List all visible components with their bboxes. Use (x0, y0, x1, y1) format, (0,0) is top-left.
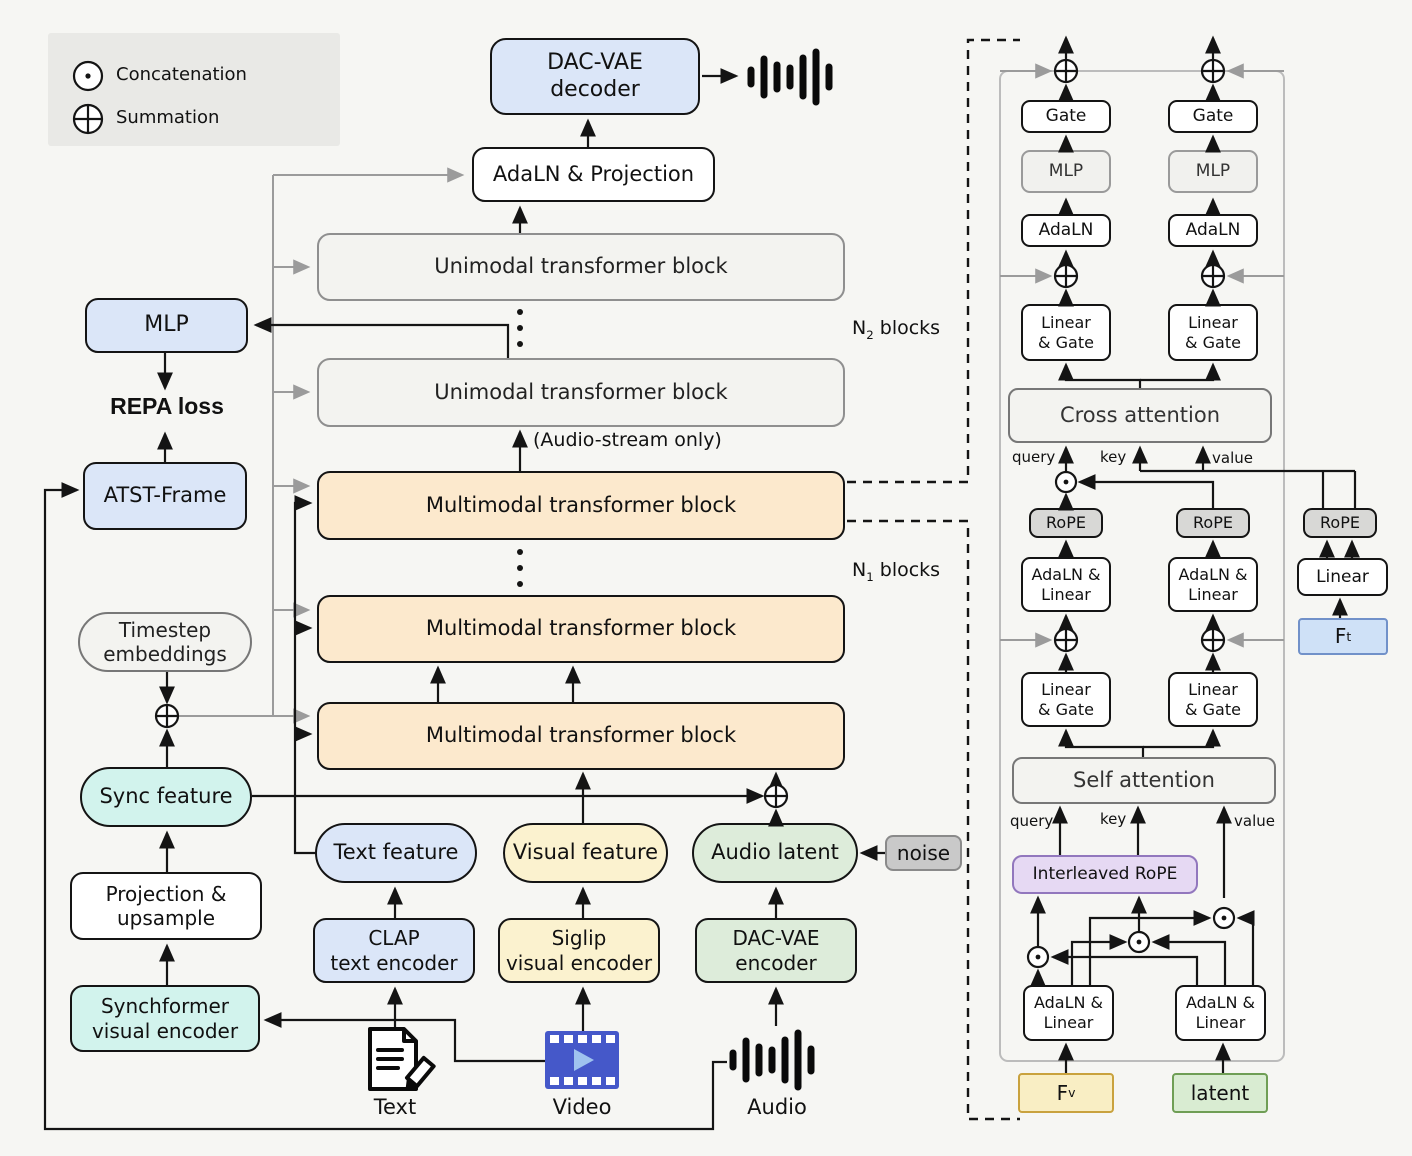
repa-mlp-label: MLP (144, 312, 189, 338)
multimodal-transformer-block-top (317, 471, 845, 540)
latent-input-box (1172, 1073, 1268, 1113)
gate-box-left (1021, 100, 1111, 133)
multimodal-transformer-block-bottom (317, 702, 845, 770)
legend-box (48, 33, 340, 146)
repa-loss-label: REPA loss (110, 393, 224, 419)
gate-box-right (1168, 100, 1258, 133)
video-film-icon (545, 1031, 619, 1089)
gate-label: Gate (1045, 106, 1087, 127)
adaln-linear-upper-left (1021, 557, 1111, 612)
linear-gate-line1: Linear (1188, 312, 1238, 332)
rope-box-left (1029, 508, 1103, 538)
cross-attention-label: Cross attention (1059, 402, 1221, 427)
n2-sub: 2 (866, 327, 874, 342)
adaln-linear-line2: Linear (1041, 584, 1091, 604)
synchformer-line2: visual encoder (91, 1018, 239, 1043)
self-key-label: key (1100, 810, 1127, 828)
n1-rest: blocks (873, 559, 941, 581)
cross-key-label: key (1100, 448, 1127, 466)
cross-query-label: query (1012, 448, 1056, 466)
self-attention-box (1012, 757, 1276, 804)
synchformer-visual-encoder-box (70, 985, 260, 1052)
fv-base: F (1056, 1080, 1069, 1105)
n2-blocks-label (852, 318, 940, 342)
rope-label: RoPE (1193, 513, 1233, 533)
n1-blocks-label (852, 560, 940, 584)
self-value-label: value (1234, 812, 1275, 830)
unimodal-transformer-block-bottom (317, 358, 845, 427)
adaln-linear-line1: AdaLN & (1033, 993, 1104, 1013)
text-feature-label: Text feature (333, 840, 459, 865)
audio-waveform-output-icon (745, 46, 841, 108)
multimodal-block-label: Multimodal transformer block (425, 492, 737, 517)
clap-line1: CLAP (368, 926, 420, 951)
unimodal-block-label: Unimodal transformer block (434, 379, 728, 404)
linear-gate-line2: & Gate (1038, 699, 1094, 719)
linear-gate-upper-left (1021, 304, 1111, 361)
dac-vae-decoder-line2: decoder (550, 76, 640, 102)
timestep-line1: Timestep (118, 617, 212, 642)
audio-caption: Audio (747, 1095, 807, 1119)
sync-feature-label: Sync feature (99, 784, 233, 809)
audio-stream-only-label: (Audio-stream only) (533, 429, 722, 451)
linear-gate-lower-right (1168, 672, 1258, 727)
unimodal-transformer-block-top (317, 233, 845, 301)
adaln-linear-upper-right (1168, 557, 1258, 612)
mlp-box-right (1168, 150, 1258, 193)
multimodal-block-label: Multimodal transformer block (425, 723, 737, 748)
gate-label: Gate (1192, 106, 1234, 127)
visual-feature-label: Visual feature (512, 840, 659, 865)
sync-feature-pill (80, 767, 252, 827)
clap-text-encoder-box (313, 918, 475, 983)
n1-base: N (852, 559, 867, 581)
legend-concatenation-label: Concatenation (116, 64, 247, 85)
linear-gate-upper-right (1168, 304, 1258, 361)
text-feature-pill (315, 823, 477, 883)
adaln-box-right (1168, 214, 1258, 247)
linear-label: Linear (1316, 566, 1369, 587)
unimodal-block-label: Unimodal transformer block (434, 254, 728, 279)
rope-label: RoPE (1046, 513, 1086, 533)
siglip-line1: Siglip (551, 926, 607, 951)
ft-input-box (1298, 618, 1388, 655)
adaln-projection-label: AdaLN & Projection (492, 161, 695, 186)
n2-base: N (852, 317, 867, 339)
adaln-linear-line2: Linear (1043, 1013, 1094, 1032)
rope-box-middle (1176, 508, 1250, 538)
linear-gate-line2: & Gate (1185, 699, 1241, 719)
projection-line1: Projection & (105, 881, 227, 906)
linear-gate-line1: Linear (1041, 679, 1091, 699)
adaln-linear-line1: AdaLN & (1178, 564, 1248, 584)
text-document-icon (362, 1026, 438, 1096)
timestep-line2: embeddings (103, 642, 227, 666)
adaln-label: AdaLN (1185, 220, 1241, 241)
ft-sub: t (1346, 628, 1352, 644)
audio-latent-pill (692, 823, 858, 883)
clap-line2: text encoder (330, 950, 458, 975)
interleaved-rope-box (1012, 855, 1198, 894)
adaln-label: AdaLN (1038, 220, 1094, 241)
text-caption: Text (373, 1095, 417, 1119)
repa-mlp-box (85, 298, 248, 353)
noise-label: noise (896, 840, 951, 865)
projection-upsample-box (70, 872, 262, 940)
dac-vae-decoder-box (490, 38, 700, 115)
adaln-linear-bottom-left (1023, 985, 1114, 1041)
interleaved-rope-label: Interleaved RoPE (1032, 864, 1178, 885)
siglip-visual-encoder-box (498, 918, 660, 983)
linear-gate-line2: & Gate (1038, 332, 1094, 352)
multimodal-block-label: Multimodal transformer block (425, 616, 737, 641)
fv-sub: v (1068, 1085, 1076, 1101)
fv-input-box (1018, 1073, 1114, 1113)
ft-linear-box (1297, 558, 1388, 596)
visual-feature-pill (503, 823, 668, 883)
latent-label: latent (1190, 1080, 1250, 1105)
adaln-linear-line2: Linear (1188, 584, 1238, 604)
n1-sub: 1 (866, 569, 874, 584)
cross-value-label: value (1212, 449, 1253, 467)
self-query-label: query (1010, 812, 1054, 830)
timestep-embeddings-pill (78, 612, 252, 672)
mlp-box-left (1021, 150, 1111, 193)
siglip-line2: visual encoder (505, 950, 653, 975)
linear-gate-line2: & Gate (1185, 332, 1241, 352)
atst-frame-label: ATST-Frame (103, 483, 227, 508)
dac-vae-decoder-line1: DAC-VAE (547, 49, 643, 75)
adaln-linear-line1: AdaLN & (1031, 564, 1101, 584)
mlp-label: MLP (1048, 161, 1084, 182)
cross-attention-box (1008, 388, 1272, 443)
adaln-linear-line2: Linear (1195, 1013, 1246, 1032)
video-caption: Video (552, 1095, 612, 1119)
adaln-linear-line1: AdaLN & (1185, 993, 1256, 1013)
dac-vae-encoder-line2: encoder (735, 950, 817, 975)
rope-label: RoPE (1320, 513, 1360, 533)
adaln-linear-bottom-right (1175, 985, 1266, 1041)
linear-gate-lower-left (1021, 672, 1111, 727)
linear-gate-line1: Linear (1041, 312, 1091, 332)
self-attention-label: Self attention (1073, 767, 1215, 792)
rope-box-timestep (1303, 508, 1377, 538)
atst-frame-box (83, 462, 247, 530)
synchformer-line1: Synchformer (100, 994, 230, 1019)
dac-vae-encoder-box (695, 918, 857, 983)
mlp-label: MLP (1195, 161, 1231, 182)
audio-latent-label: Audio latent (711, 840, 839, 865)
projection-line2: upsample (116, 906, 216, 930)
adaln-box-left (1021, 214, 1111, 247)
n2-rest: blocks (873, 317, 941, 339)
ft-base: F (1334, 624, 1347, 649)
adaln-projection-box (472, 147, 715, 202)
multimodal-transformer-block-middle (317, 595, 845, 663)
linear-gate-line1: Linear (1188, 679, 1238, 699)
audio-waveform-input-icon (726, 1026, 824, 1094)
dac-vae-encoder-line1: DAC-VAE (732, 926, 820, 951)
noise-box (885, 835, 962, 871)
legend-summation-label: Summation (116, 107, 220, 128)
